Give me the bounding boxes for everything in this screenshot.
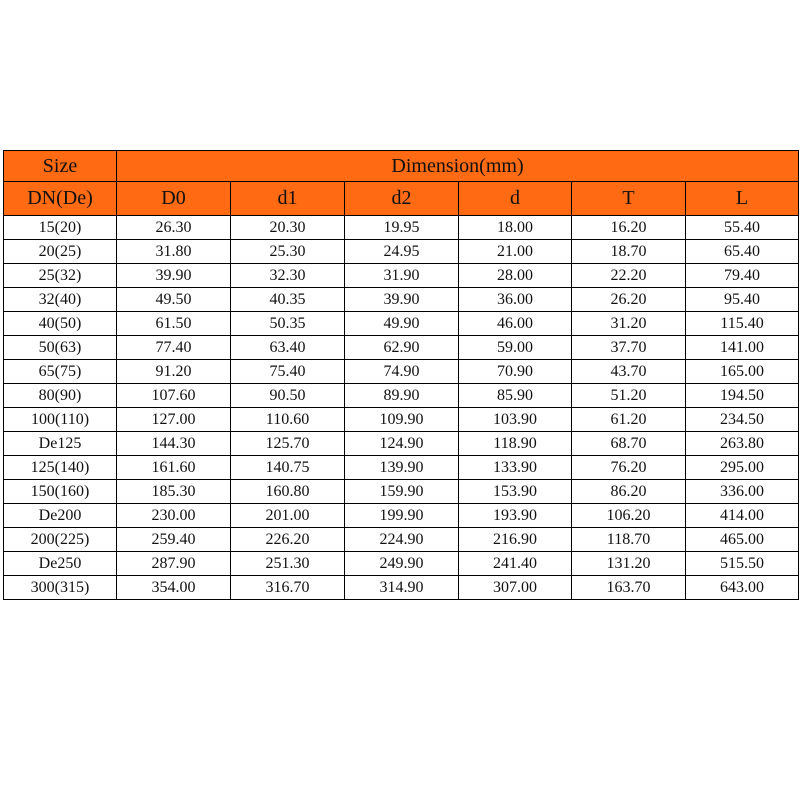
column-header-d0: D0 — [117, 182, 231, 216]
size-cell: 20(25) — [4, 240, 117, 264]
table-row — [4, 504, 799, 528]
value-cell: 22.20 — [572, 264, 686, 288]
value-cell: 40.35 — [231, 288, 345, 312]
value-cell: 32.30 — [231, 264, 345, 288]
value-cell: 85.90 — [459, 384, 572, 408]
value-cell: 37.70 — [572, 336, 686, 360]
value-cell: 107.60 — [117, 384, 231, 408]
header-row-1 — [4, 151, 799, 182]
value-cell: 307.00 — [459, 576, 572, 600]
value-cell: 465.00 — [686, 528, 799, 552]
value-cell: 24.95 — [345, 240, 459, 264]
value-cell: 161.60 — [117, 456, 231, 480]
value-cell: 165.00 — [686, 360, 799, 384]
size-cell: 32(40) — [4, 288, 117, 312]
value-cell: 61.20 — [572, 408, 686, 432]
value-cell: 226.20 — [231, 528, 345, 552]
table-row — [4, 264, 799, 288]
size-cell: 125(140) — [4, 456, 117, 480]
column-header-l: L — [686, 182, 799, 216]
table-row — [4, 384, 799, 408]
value-cell: 36.00 — [459, 288, 572, 312]
value-cell: 21.00 — [459, 240, 572, 264]
value-cell: 295.00 — [686, 456, 799, 480]
value-cell: 75.40 — [231, 360, 345, 384]
table-row — [4, 360, 799, 384]
dimension-table — [3, 150, 799, 600]
size-cell: 150(160) — [4, 480, 117, 504]
size-cell: 15(20) — [4, 216, 117, 240]
size-cell: 25(32) — [4, 264, 117, 288]
table-row — [4, 312, 799, 336]
value-cell: 201.00 — [231, 504, 345, 528]
value-cell: 74.90 — [345, 360, 459, 384]
value-cell: 144.30 — [117, 432, 231, 456]
size-cell: 50(63) — [4, 336, 117, 360]
value-cell: 39.90 — [345, 288, 459, 312]
value-cell: 59.00 — [459, 336, 572, 360]
value-cell: 51.20 — [572, 384, 686, 408]
value-cell: 18.70 — [572, 240, 686, 264]
value-cell: 110.60 — [231, 408, 345, 432]
value-cell: 43.70 — [572, 360, 686, 384]
value-cell: 118.90 — [459, 432, 572, 456]
value-cell: 230.00 — [117, 504, 231, 528]
value-cell: 20.30 — [231, 216, 345, 240]
value-cell: 61.50 — [117, 312, 231, 336]
value-cell: 314.90 — [345, 576, 459, 600]
value-cell: 70.90 — [459, 360, 572, 384]
column-header-d: d — [459, 182, 572, 216]
dimension-header: Dimension(mm) — [117, 151, 799, 182]
value-cell: 131.20 — [572, 552, 686, 576]
value-cell: 26.30 — [117, 216, 231, 240]
value-cell: 224.90 — [345, 528, 459, 552]
value-cell: 185.30 — [117, 480, 231, 504]
value-cell: 159.90 — [345, 480, 459, 504]
value-cell: 68.70 — [572, 432, 686, 456]
value-cell: 77.40 — [117, 336, 231, 360]
value-cell: 515.50 — [686, 552, 799, 576]
table-row — [4, 240, 799, 264]
value-cell: 49.50 — [117, 288, 231, 312]
value-cell: 118.70 — [572, 528, 686, 552]
value-cell: 91.20 — [117, 360, 231, 384]
value-cell: 103.90 — [459, 408, 572, 432]
value-cell: 643.00 — [686, 576, 799, 600]
value-cell: 414.00 — [686, 504, 799, 528]
table-row — [4, 408, 799, 432]
value-cell: 133.90 — [459, 456, 572, 480]
size-cell: De250 — [4, 552, 117, 576]
table-row — [4, 336, 799, 360]
value-cell: 62.90 — [345, 336, 459, 360]
value-cell: 153.90 — [459, 480, 572, 504]
value-cell: 234.50 — [686, 408, 799, 432]
table-row — [4, 288, 799, 312]
value-cell: 106.20 — [572, 504, 686, 528]
value-cell: 251.30 — [231, 552, 345, 576]
value-cell: 124.90 — [345, 432, 459, 456]
value-cell: 19.95 — [345, 216, 459, 240]
value-cell: 139.90 — [345, 456, 459, 480]
value-cell: 39.90 — [117, 264, 231, 288]
value-cell: 216.90 — [459, 528, 572, 552]
header-row-2 — [4, 182, 799, 216]
value-cell: 263.80 — [686, 432, 799, 456]
value-cell: 31.20 — [572, 312, 686, 336]
value-cell: 90.50 — [231, 384, 345, 408]
column-header-d2: d2 — [345, 182, 459, 216]
size-cell: 40(50) — [4, 312, 117, 336]
value-cell: 86.20 — [572, 480, 686, 504]
value-cell: 95.40 — [686, 288, 799, 312]
value-cell: 46.00 — [459, 312, 572, 336]
value-cell: 194.50 — [686, 384, 799, 408]
value-cell: 199.90 — [345, 504, 459, 528]
size-cell: 100(110) — [4, 408, 117, 432]
table-row — [4, 528, 799, 552]
value-cell: 65.40 — [686, 240, 799, 264]
value-cell: 127.00 — [117, 408, 231, 432]
size-cell: 300(315) — [4, 576, 117, 600]
value-cell: 160.80 — [231, 480, 345, 504]
table-row — [4, 432, 799, 456]
value-cell: 109.90 — [345, 408, 459, 432]
value-cell: 287.90 — [117, 552, 231, 576]
size-cell: De125 — [4, 432, 117, 456]
value-cell: 125.70 — [231, 432, 345, 456]
table-row — [4, 552, 799, 576]
size-header-bottom: DN(De) — [4, 182, 117, 216]
size-cell: 65(75) — [4, 360, 117, 384]
value-cell: 193.90 — [459, 504, 572, 528]
value-cell: 249.90 — [345, 552, 459, 576]
value-cell: 26.20 — [572, 288, 686, 312]
table-row — [4, 576, 799, 600]
value-cell: 55.40 — [686, 216, 799, 240]
value-cell: 16.20 — [572, 216, 686, 240]
value-cell: 79.40 — [686, 264, 799, 288]
value-cell: 49.90 — [345, 312, 459, 336]
value-cell: 141.00 — [686, 336, 799, 360]
value-cell: 115.40 — [686, 312, 799, 336]
value-cell: 76.20 — [572, 456, 686, 480]
table-row — [4, 480, 799, 504]
value-cell: 316.70 — [231, 576, 345, 600]
size-cell: 200(225) — [4, 528, 117, 552]
size-header-top: Size — [4, 151, 117, 182]
value-cell: 259.40 — [117, 528, 231, 552]
column-header-d1: d1 — [231, 182, 345, 216]
value-cell: 140.75 — [231, 456, 345, 480]
value-cell: 31.80 — [117, 240, 231, 264]
value-cell: 28.00 — [459, 264, 572, 288]
table-row — [4, 456, 799, 480]
value-cell: 50.35 — [231, 312, 345, 336]
table-row — [4, 216, 799, 240]
value-cell: 63.40 — [231, 336, 345, 360]
column-header-t: T — [572, 182, 686, 216]
value-cell: 241.40 — [459, 552, 572, 576]
value-cell: 31.90 — [345, 264, 459, 288]
value-cell: 354.00 — [117, 576, 231, 600]
value-cell: 18.00 — [459, 216, 572, 240]
value-cell: 336.00 — [686, 480, 799, 504]
value-cell: 89.90 — [345, 384, 459, 408]
value-cell: 25.30 — [231, 240, 345, 264]
value-cell: 163.70 — [572, 576, 686, 600]
size-cell: De200 — [4, 504, 117, 528]
size-cell: 80(90) — [4, 384, 117, 408]
